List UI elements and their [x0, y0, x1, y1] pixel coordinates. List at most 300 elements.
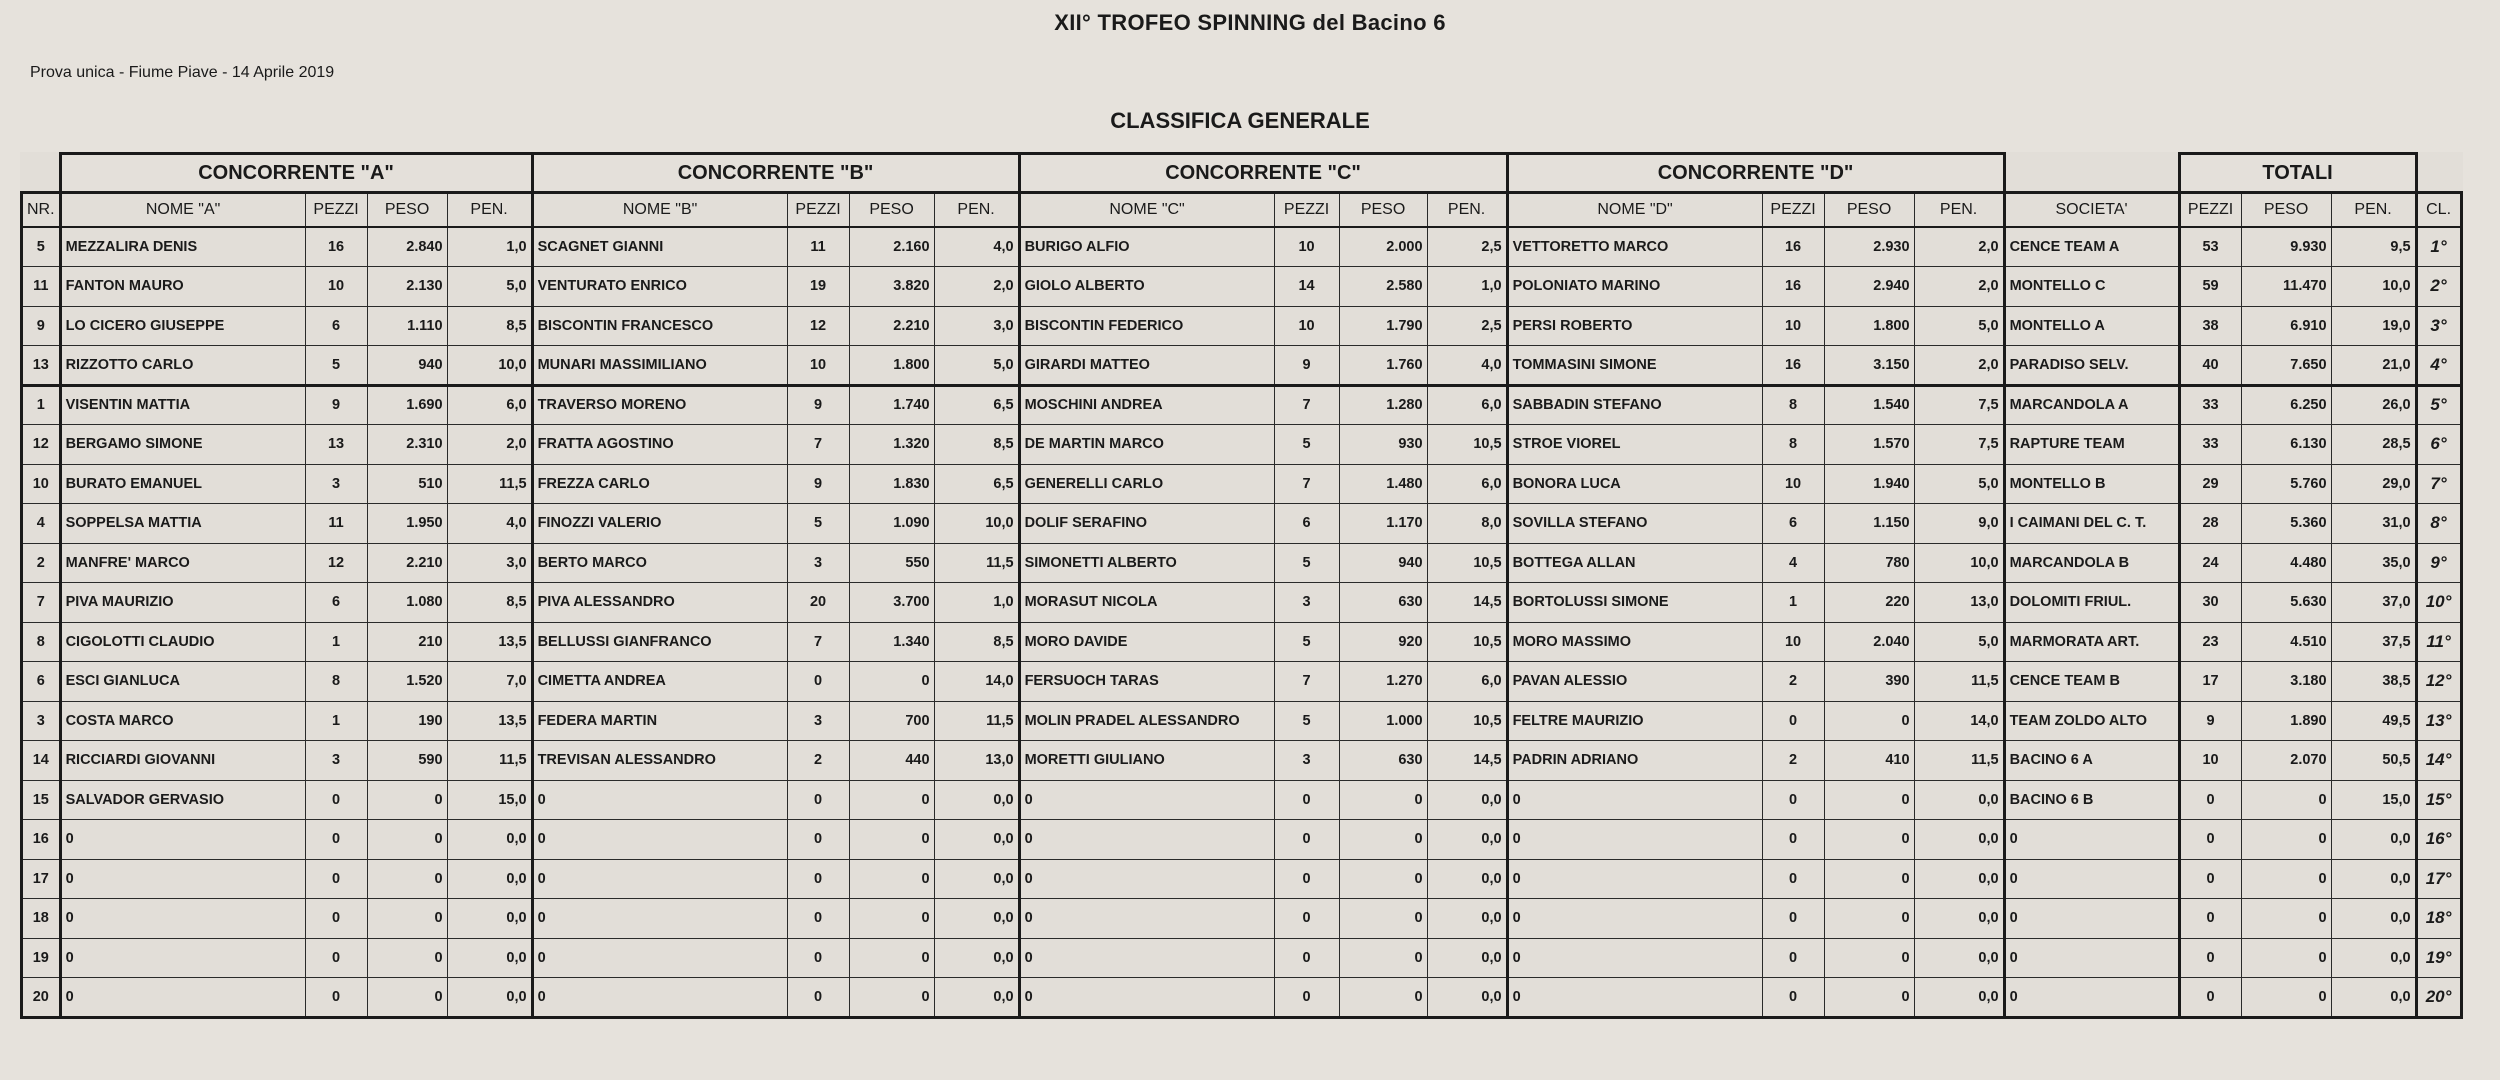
cell-nome-c: DOLIF SERAFINO	[1019, 504, 1274, 544]
cell-pen-c: 0,0	[1427, 899, 1507, 939]
cell-pen-c: 10,5	[1427, 701, 1507, 741]
cell-pen-b: 0,0	[934, 978, 1019, 1018]
cell-pen-b: 1,0	[934, 583, 1019, 623]
cell-peso-c: 1.760	[1339, 346, 1427, 386]
cell-pezzi-tot: 0	[2179, 820, 2241, 860]
cell-peso-tot: 4.510	[2241, 622, 2331, 662]
cell-nome-c: MORETTI GIULIANO	[1019, 741, 1274, 781]
cell-societa: MONTELLO C	[2004, 267, 2179, 307]
cell-pen-c: 10,5	[1427, 543, 1507, 583]
cell-nome-d: STROE VIOREL	[1507, 425, 1762, 465]
cell-nr: 16	[22, 820, 61, 860]
cell-nome-d: BONORA LUCA	[1507, 464, 1762, 504]
cell-pezzi-c: 0	[1274, 899, 1339, 939]
cell-pezzi-d: 0	[1762, 780, 1824, 820]
cell-pen-d: 5,0	[1914, 622, 2004, 662]
cell-nr: 15	[22, 780, 61, 820]
cell-peso-tot: 5.360	[2241, 504, 2331, 544]
cell-nr: 14	[22, 741, 61, 781]
cell-nome-b: 0	[532, 978, 787, 1018]
cell-nome-b: FREZZA CARLO	[532, 464, 787, 504]
cell-pen-tot: 0,0	[2331, 899, 2416, 939]
cell-nome-c: GENERELLI CARLO	[1019, 464, 1274, 504]
table-row	[22, 385, 2462, 425]
cell-classifica: 2°	[2416, 267, 2461, 307]
cell-nome-d: 0	[1507, 780, 1762, 820]
cell-pezzi-a: 6	[305, 583, 367, 623]
table-row	[22, 622, 2462, 662]
cell-pen-a: 2,0	[447, 425, 532, 465]
cell-pen-a: 4,0	[447, 504, 532, 544]
cell-peso-b: 3.820	[849, 267, 934, 307]
cell-nome-c: 0	[1019, 859, 1274, 899]
cell-pezzi-b: 0	[787, 820, 849, 860]
cell-classifica: 10°	[2416, 583, 2461, 623]
cell-societa: CENCE TEAM A	[2004, 227, 2179, 267]
cell-peso-c: 0	[1339, 780, 1427, 820]
cell-pen-b: 4,0	[934, 227, 1019, 267]
cell-classifica: 6°	[2416, 425, 2461, 465]
cell-nr: 5	[22, 227, 61, 267]
event-subtitle: Prova unica - Fiume Piave - 14 Aprile 2019	[30, 64, 335, 81]
cell-pen-c: 0,0	[1427, 859, 1507, 899]
group-spacer	[2004, 154, 2179, 193]
cell-peso-tot: 0	[2241, 938, 2331, 978]
cell-pen-tot: 0,0	[2331, 978, 2416, 1018]
cell-peso-tot: 0	[2241, 859, 2331, 899]
cell-nome-b: FRATTA AGOSTINO	[532, 425, 787, 465]
cell-classifica: 16°	[2416, 820, 2461, 860]
cell-nome-c: 0	[1019, 938, 1274, 978]
cell-pezzi-c: 3	[1274, 583, 1339, 623]
col-nome-d: NOME "D"	[1507, 193, 1762, 228]
cell-peso-a: 1.950	[367, 504, 447, 544]
cell-peso-d: 220	[1824, 583, 1914, 623]
cell-pezzi-d: 8	[1762, 385, 1824, 425]
cell-nome-b: 0	[532, 780, 787, 820]
col-pezzi-a: PEZZI	[305, 193, 367, 228]
cell-pen-a: 0,0	[447, 859, 532, 899]
cell-peso-c: 1.170	[1339, 504, 1427, 544]
cell-peso-b: 1.340	[849, 622, 934, 662]
cell-pezzi-tot: 23	[2179, 622, 2241, 662]
cell-nome-c: BISCONTIN FEDERICO	[1019, 306, 1274, 346]
group-concorrente-d: CONCORRENTE "D"	[1507, 154, 2004, 193]
cell-peso-a: 0	[367, 938, 447, 978]
cell-pen-b: 11,5	[934, 701, 1019, 741]
cell-pezzi-a: 16	[305, 227, 367, 267]
group-spacer	[22, 154, 61, 193]
cell-pezzi-a: 1	[305, 622, 367, 662]
cell-nome-a: SALVADOR GERVASIO	[60, 780, 305, 820]
cell-pezzi-d: 16	[1762, 267, 1824, 307]
cell-peso-a: 0	[367, 978, 447, 1018]
cell-pen-tot: 31,0	[2331, 504, 2416, 544]
table-row	[22, 583, 2462, 623]
cell-peso-c: 2.580	[1339, 267, 1427, 307]
cell-nome-b: 0	[532, 938, 787, 978]
cell-nome-c: 0	[1019, 780, 1274, 820]
cell-societa: MONTELLO A	[2004, 306, 2179, 346]
cell-pezzi-a: 1	[305, 701, 367, 741]
cell-pen-b: 13,0	[934, 741, 1019, 781]
cell-pezzi-d: 2	[1762, 741, 1824, 781]
cell-nome-c: FERSUOCH TARAS	[1019, 662, 1274, 702]
cell-peso-tot: 5.630	[2241, 583, 2331, 623]
cell-peso-a: 210	[367, 622, 447, 662]
cell-pezzi-d: 10	[1762, 306, 1824, 346]
cell-nr: 11	[22, 267, 61, 307]
cell-pen-tot: 0,0	[2331, 859, 2416, 899]
cell-pezzi-a: 13	[305, 425, 367, 465]
cell-nr: 2	[22, 543, 61, 583]
cell-pen-a: 13,5	[447, 622, 532, 662]
cell-peso-a: 0	[367, 780, 447, 820]
cell-nome-d: 0	[1507, 820, 1762, 860]
group-concorrente-c: CONCORRENTE "C"	[1019, 154, 1507, 193]
cell-peso-tot: 7.650	[2241, 346, 2331, 386]
cell-pezzi-tot: 38	[2179, 306, 2241, 346]
table-row	[22, 780, 2462, 820]
cell-pen-a: 0,0	[447, 899, 532, 939]
cell-pen-b: 6,5	[934, 464, 1019, 504]
cell-classifica: 8°	[2416, 504, 2461, 544]
cell-peso-b: 3.700	[849, 583, 934, 623]
cell-peso-b: 0	[849, 859, 934, 899]
cell-pen-d: 2,0	[1914, 267, 2004, 307]
cell-societa: MARCANDOLA B	[2004, 543, 2179, 583]
cell-nome-a: BERGAMO SIMONE	[60, 425, 305, 465]
cell-pezzi-b: 0	[787, 938, 849, 978]
cell-classifica: 17°	[2416, 859, 2461, 899]
col-pezzi-d: PEZZI	[1762, 193, 1824, 228]
cell-nome-c: GIOLO ALBERTO	[1019, 267, 1274, 307]
cell-pezzi-c: 10	[1274, 306, 1339, 346]
cell-societa: BACINO 6 B	[2004, 780, 2179, 820]
cell-peso-b: 1.800	[849, 346, 934, 386]
cell-peso-c: 630	[1339, 583, 1427, 623]
cell-nome-a: MEZZALIRA DENIS	[60, 227, 305, 267]
cell-societa: RAPTURE TEAM	[2004, 425, 2179, 465]
table-row	[22, 701, 2462, 741]
cell-pen-b: 11,5	[934, 543, 1019, 583]
cell-pen-tot: 38,5	[2331, 662, 2416, 702]
cell-pen-a: 8,5	[447, 306, 532, 346]
cell-nome-a: 0	[60, 820, 305, 860]
cell-peso-d: 0	[1824, 859, 1914, 899]
cell-pen-c: 2,5	[1427, 227, 1507, 267]
cell-pen-a: 15,0	[447, 780, 532, 820]
cell-peso-tot: 1.890	[2241, 701, 2331, 741]
cell-pezzi-b: 3	[787, 701, 849, 741]
cell-peso-b: 2.210	[849, 306, 934, 346]
cell-peso-tot: 2.070	[2241, 741, 2331, 781]
cell-pen-tot: 35,0	[2331, 543, 2416, 583]
ranking-heading: CLASSIFICA GENERALE	[1110, 108, 1370, 133]
cell-nome-b: CIMETTA ANDREA	[532, 662, 787, 702]
col-pen-c: PEN.	[1427, 193, 1507, 228]
ranking-table	[20, 152, 2463, 1019]
cell-peso-d: 3.150	[1824, 346, 1914, 386]
cell-societa: MONTELLO B	[2004, 464, 2179, 504]
cell-pen-d: 14,0	[1914, 701, 2004, 741]
cell-nome-d: TOMMASINI SIMONE	[1507, 346, 1762, 386]
cell-pezzi-c: 5	[1274, 425, 1339, 465]
col-pen-a: PEN.	[447, 193, 532, 228]
cell-nome-c: BURIGO ALFIO	[1019, 227, 1274, 267]
cell-pezzi-d: 0	[1762, 701, 1824, 741]
cell-societa: PARADISO SELV.	[2004, 346, 2179, 386]
cell-peso-d: 2.930	[1824, 227, 1914, 267]
cell-classifica: 18°	[2416, 899, 2461, 939]
cell-peso-b: 0	[849, 820, 934, 860]
col-pen-d: PEN.	[1914, 193, 2004, 228]
cell-pen-tot: 10,0	[2331, 267, 2416, 307]
cell-peso-tot: 0	[2241, 820, 2331, 860]
table-row	[22, 464, 2462, 504]
cell-nome-c: MOLIN PRADEL ALESSANDRO	[1019, 701, 1274, 741]
cell-pen-c: 4,0	[1427, 346, 1507, 386]
cell-pezzi-b: 11	[787, 227, 849, 267]
cell-classifica: 20°	[2416, 978, 2461, 1018]
cell-nr: 7	[22, 583, 61, 623]
cell-peso-d: 1.940	[1824, 464, 1914, 504]
cell-societa: 0	[2004, 899, 2179, 939]
cell-pen-tot: 0,0	[2331, 938, 2416, 978]
cell-pezzi-b: 0	[787, 859, 849, 899]
cell-pen-c: 0,0	[1427, 780, 1507, 820]
cell-societa: 0	[2004, 820, 2179, 860]
cell-peso-d: 1.540	[1824, 385, 1914, 425]
cell-pen-c: 10,5	[1427, 622, 1507, 662]
cell-nome-a: RIZZOTTO CARLO	[60, 346, 305, 386]
cell-peso-d: 0	[1824, 701, 1914, 741]
cell-pezzi-a: 0	[305, 938, 367, 978]
cell-nome-d: PERSI ROBERTO	[1507, 306, 1762, 346]
cell-pezzi-b: 19	[787, 267, 849, 307]
col-peso-c: PESO	[1339, 193, 1427, 228]
cell-nome-d: 0	[1507, 978, 1762, 1018]
cell-pezzi-a: 0	[305, 780, 367, 820]
cell-nr: 4	[22, 504, 61, 544]
cell-pen-c: 10,5	[1427, 425, 1507, 465]
cell-pezzi-c: 10	[1274, 227, 1339, 267]
cell-nome-d: POLONIATO MARINO	[1507, 267, 1762, 307]
cell-societa: MARMORATA ART.	[2004, 622, 2179, 662]
cell-classifica: 14°	[2416, 741, 2461, 781]
cell-nome-a: 0	[60, 899, 305, 939]
cell-nome-b: BERTO MARCO	[532, 543, 787, 583]
cell-peso-a: 0	[367, 820, 447, 860]
cell-nome-b: TRAVERSO MORENO	[532, 385, 787, 425]
cell-nome-b: BISCONTIN FRANCESCO	[532, 306, 787, 346]
col-peso-tot: PESO	[2241, 193, 2331, 228]
cell-pen-a: 0,0	[447, 938, 532, 978]
cell-pen-d: 0,0	[1914, 938, 2004, 978]
cell-pezzi-d: 10	[1762, 622, 1824, 662]
cell-nome-b: PIVA ALESSANDRO	[532, 583, 787, 623]
cell-pezzi-c: 5	[1274, 622, 1339, 662]
cell-pen-d: 7,5	[1914, 425, 2004, 465]
cell-pen-tot: 9,5	[2331, 227, 2416, 267]
cell-nome-b: TREVISAN ALESSANDRO	[532, 741, 787, 781]
cell-peso-a: 0	[367, 859, 447, 899]
cell-peso-d: 0	[1824, 978, 1914, 1018]
table-row	[22, 346, 2462, 386]
page-title: XII° TROFEO SPINNING del Bacino 6	[1054, 10, 1446, 35]
cell-nr: 9	[22, 306, 61, 346]
cell-pezzi-d: 0	[1762, 899, 1824, 939]
cell-nome-b: MUNARI MASSIMILIANO	[532, 346, 787, 386]
cell-pezzi-c: 7	[1274, 662, 1339, 702]
cell-pen-a: 10,0	[447, 346, 532, 386]
cell-classifica: 19°	[2416, 938, 2461, 978]
cell-peso-c: 1.270	[1339, 662, 1427, 702]
cell-peso-tot: 0	[2241, 899, 2331, 939]
cell-pezzi-d: 8	[1762, 425, 1824, 465]
cell-pezzi-tot: 9	[2179, 701, 2241, 741]
cell-peso-b: 0	[849, 978, 934, 1018]
cell-peso-tot: 6.250	[2241, 385, 2331, 425]
cell-pezzi-d: 4	[1762, 543, 1824, 583]
cell-nome-b: VENTURATO ENRICO	[532, 267, 787, 307]
cell-pen-tot: 21,0	[2331, 346, 2416, 386]
cell-nome-d: 0	[1507, 899, 1762, 939]
cell-classifica: 9°	[2416, 543, 2461, 583]
cell-nome-d: VETTORETTO MARCO	[1507, 227, 1762, 267]
cell-pen-c: 0,0	[1427, 938, 1507, 978]
cell-pen-d: 10,0	[1914, 543, 2004, 583]
cell-pezzi-c: 6	[1274, 504, 1339, 544]
cell-pen-b: 0,0	[934, 899, 1019, 939]
cell-peso-a: 2.130	[367, 267, 447, 307]
cell-peso-b: 1.320	[849, 425, 934, 465]
cell-nome-a: MANFRE' MARCO	[60, 543, 305, 583]
cell-pen-tot: 19,0	[2331, 306, 2416, 346]
cell-pen-b: 14,0	[934, 662, 1019, 702]
cell-peso-c: 940	[1339, 543, 1427, 583]
cell-nome-b: SCAGNET GIANNI	[532, 227, 787, 267]
cell-pen-b: 0,0	[934, 820, 1019, 860]
cell-peso-tot: 11.470	[2241, 267, 2331, 307]
cell-nome-d: BORTOLUSSI SIMONE	[1507, 583, 1762, 623]
col-cl: CL.	[2416, 193, 2461, 228]
cell-pezzi-b: 0	[787, 978, 849, 1018]
cell-pezzi-a: 0	[305, 859, 367, 899]
cell-peso-c: 0	[1339, 899, 1427, 939]
cell-nr: 13	[22, 346, 61, 386]
cell-nome-a: LO CICERO GIUSEPPE	[60, 306, 305, 346]
col-nome-c: NOME "C"	[1019, 193, 1274, 228]
cell-nr: 8	[22, 622, 61, 662]
cell-peso-b: 1.830	[849, 464, 934, 504]
cell-nome-a: 0	[60, 938, 305, 978]
cell-pen-a: 11,5	[447, 464, 532, 504]
cell-pezzi-b: 20	[787, 583, 849, 623]
cell-societa: MARCANDOLA A	[2004, 385, 2179, 425]
cell-nome-b: FINOZZI VALERIO	[532, 504, 787, 544]
cell-nome-d: SOVILLA STEFANO	[1507, 504, 1762, 544]
cell-societa: 0	[2004, 938, 2179, 978]
cell-peso-a: 590	[367, 741, 447, 781]
cell-pezzi-b: 10	[787, 346, 849, 386]
cell-pen-tot: 29,0	[2331, 464, 2416, 504]
group-concorrente-a: CONCORRENTE "A"	[60, 154, 532, 193]
cell-pezzi-c: 7	[1274, 464, 1339, 504]
cell-pen-d: 9,0	[1914, 504, 2004, 544]
cell-nr: 10	[22, 464, 61, 504]
table-row	[22, 820, 2462, 860]
cell-peso-a: 2.210	[367, 543, 447, 583]
cell-pen-d: 7,5	[1914, 385, 2004, 425]
cell-pezzi-a: 6	[305, 306, 367, 346]
cell-peso-a: 1.080	[367, 583, 447, 623]
cell-classifica: 11°	[2416, 622, 2461, 662]
cell-pen-b: 2,0	[934, 267, 1019, 307]
group-spacer	[2416, 154, 2461, 193]
cell-pezzi-b: 5	[787, 504, 849, 544]
cell-peso-a: 2.310	[367, 425, 447, 465]
cell-peso-c: 1.790	[1339, 306, 1427, 346]
table-row	[22, 425, 2462, 465]
cell-nr: 3	[22, 701, 61, 741]
cell-pen-b: 5,0	[934, 346, 1019, 386]
cell-societa: 0	[2004, 859, 2179, 899]
cell-nome-a: COSTA MARCO	[60, 701, 305, 741]
cell-pezzi-tot: 0	[2179, 859, 2241, 899]
cell-pen-b: 8,5	[934, 622, 1019, 662]
cell-pen-d: 11,5	[1914, 741, 2004, 781]
cell-peso-b: 1.740	[849, 385, 934, 425]
cell-pen-b: 0,0	[934, 938, 1019, 978]
cell-peso-tot: 6.910	[2241, 306, 2331, 346]
cell-pezzi-c: 5	[1274, 701, 1339, 741]
cell-pen-c: 2,5	[1427, 306, 1507, 346]
cell-classifica: 3°	[2416, 306, 2461, 346]
cell-peso-b: 440	[849, 741, 934, 781]
cell-pezzi-tot: 59	[2179, 267, 2241, 307]
cell-nome-c: GIRARDI MATTEO	[1019, 346, 1274, 386]
cell-pezzi-b: 7	[787, 622, 849, 662]
cell-peso-d: 1.150	[1824, 504, 1914, 544]
cell-nome-c: MOSCHINI ANDREA	[1019, 385, 1274, 425]
cell-peso-c: 0	[1339, 820, 1427, 860]
cell-nome-c: SIMONETTI ALBERTO	[1019, 543, 1274, 583]
cell-pen-c: 1,0	[1427, 267, 1507, 307]
group-totali: TOTALI	[2179, 154, 2416, 193]
cell-pezzi-c: 5	[1274, 543, 1339, 583]
cell-pen-c: 14,5	[1427, 741, 1507, 781]
cell-pezzi-b: 9	[787, 385, 849, 425]
cell-pezzi-c: 14	[1274, 267, 1339, 307]
cell-peso-a: 0	[367, 899, 447, 939]
cell-pezzi-a: 10	[305, 267, 367, 307]
cell-pezzi-b: 12	[787, 306, 849, 346]
cell-societa: TEAM ZOLDO ALTO	[2004, 701, 2179, 741]
cell-pen-a: 1,0	[447, 227, 532, 267]
cell-classifica: 13°	[2416, 701, 2461, 741]
cell-pezzi-a: 11	[305, 504, 367, 544]
cell-peso-tot: 0	[2241, 780, 2331, 820]
col-nome-a: NOME "A"	[60, 193, 305, 228]
group-concorrente-b: CONCORRENTE "B"	[532, 154, 1019, 193]
cell-pezzi-tot: 0	[2179, 938, 2241, 978]
cell-classifica: 12°	[2416, 662, 2461, 702]
cell-peso-d: 2.940	[1824, 267, 1914, 307]
cell-peso-d: 1.570	[1824, 425, 1914, 465]
cell-pezzi-a: 3	[305, 741, 367, 781]
cell-nome-c: 0	[1019, 978, 1274, 1018]
